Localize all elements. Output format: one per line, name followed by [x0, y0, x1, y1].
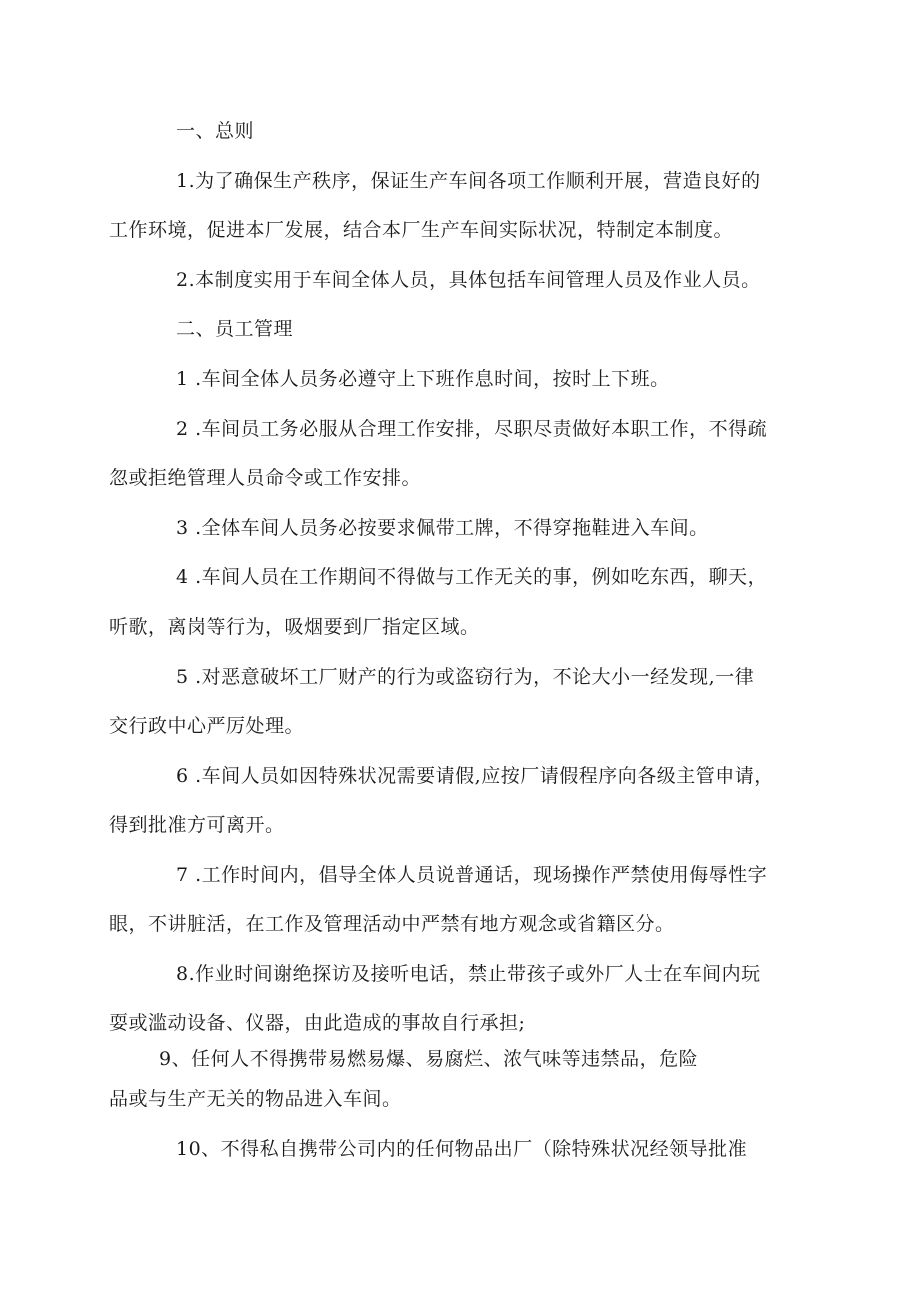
- paragraph-1-1-line-1: 1.为了确保生产秩序，保证生产车间各项工作顺利开展，营造良好的: [176, 170, 761, 192]
- paragraph-1-2: 2.本制度实用于车间全体人员，具体包括车间管理人员及作业人员。: [176, 269, 761, 291]
- rule-item-2-line-1: 2 .车间员工务必服从合理工作安排，尽职尽责做好本职工作，不得疏: [176, 418, 768, 440]
- rule-item-4-line-1: 4 .车间人员在工作期间不得做与工作无关的事，例如吃东西，聊天，: [176, 566, 768, 588]
- rule-item-8-line-2: 耍或滥动设备、仪器，由此造成的事故自行承担;: [109, 1012, 526, 1034]
- rule-item-1: 1 .车间全体人员务必遵守上下班作息时间，按时上下班。: [176, 368, 670, 390]
- rule-item-5-line-2: 交行政中心严厉处理。: [109, 715, 305, 737]
- rule-item-2-line-2: 忽或拒绝管理人员命令或工作安排。: [109, 467, 422, 489]
- rule-item-4-line-2: 听歌，离岗等行为，吸烟要到厂指定区域。: [109, 616, 480, 638]
- rule-item-6-line-1: 6 .车间人员如因特殊状况需要请假,应按厂请假程序向各级主管申请，: [176, 765, 774, 787]
- section-heading-general: 一、总则: [176, 120, 255, 142]
- paragraph-1-1-line-2: 工作环境，促进本厂发展，结合本厂生产车间实际状况，特制定本制度。: [109, 219, 734, 241]
- rule-item-5-line-1: 5 .对恶意破坏工厂财产的行为或盗窃行为，不论大小一经发现,一律: [176, 666, 755, 688]
- rule-item-6-line-2: 得到批准方可离开。: [109, 814, 285, 836]
- rule-item-9-line-1: 9、任何人不得携带易燃易爆、易腐烂、浓气味等违禁品，危险: [159, 1048, 699, 1070]
- rule-item-8-line-1: 8.作业时间谢绝探访及接听电话，禁止带孩子或外厂人士在车间内玩: [176, 963, 761, 985]
- rule-item-7-line-1: 7 .工作时间内，倡导全体人员说普通话，现场操作严禁使用侮辱性字: [176, 864, 768, 886]
- rule-item-3: 3 .全体车间人员务必按要求佩带工牌，不得穿拖鞋进入车间。: [176, 517, 709, 539]
- rule-item-9-line-2: 品或与生产无关的物品进入车间。: [109, 1088, 402, 1110]
- rule-item-7-line-2: 眼，不讲脏活，在工作及管理活动中严禁有地方观念或省籍区分。: [109, 913, 675, 935]
- rule-item-10-line-1: 10、不得私自携带公司内的任何物品出厂（除特殊状况经领导批准: [176, 1138, 748, 1160]
- section-heading-staff-management: 二、员工管理: [176, 318, 294, 340]
